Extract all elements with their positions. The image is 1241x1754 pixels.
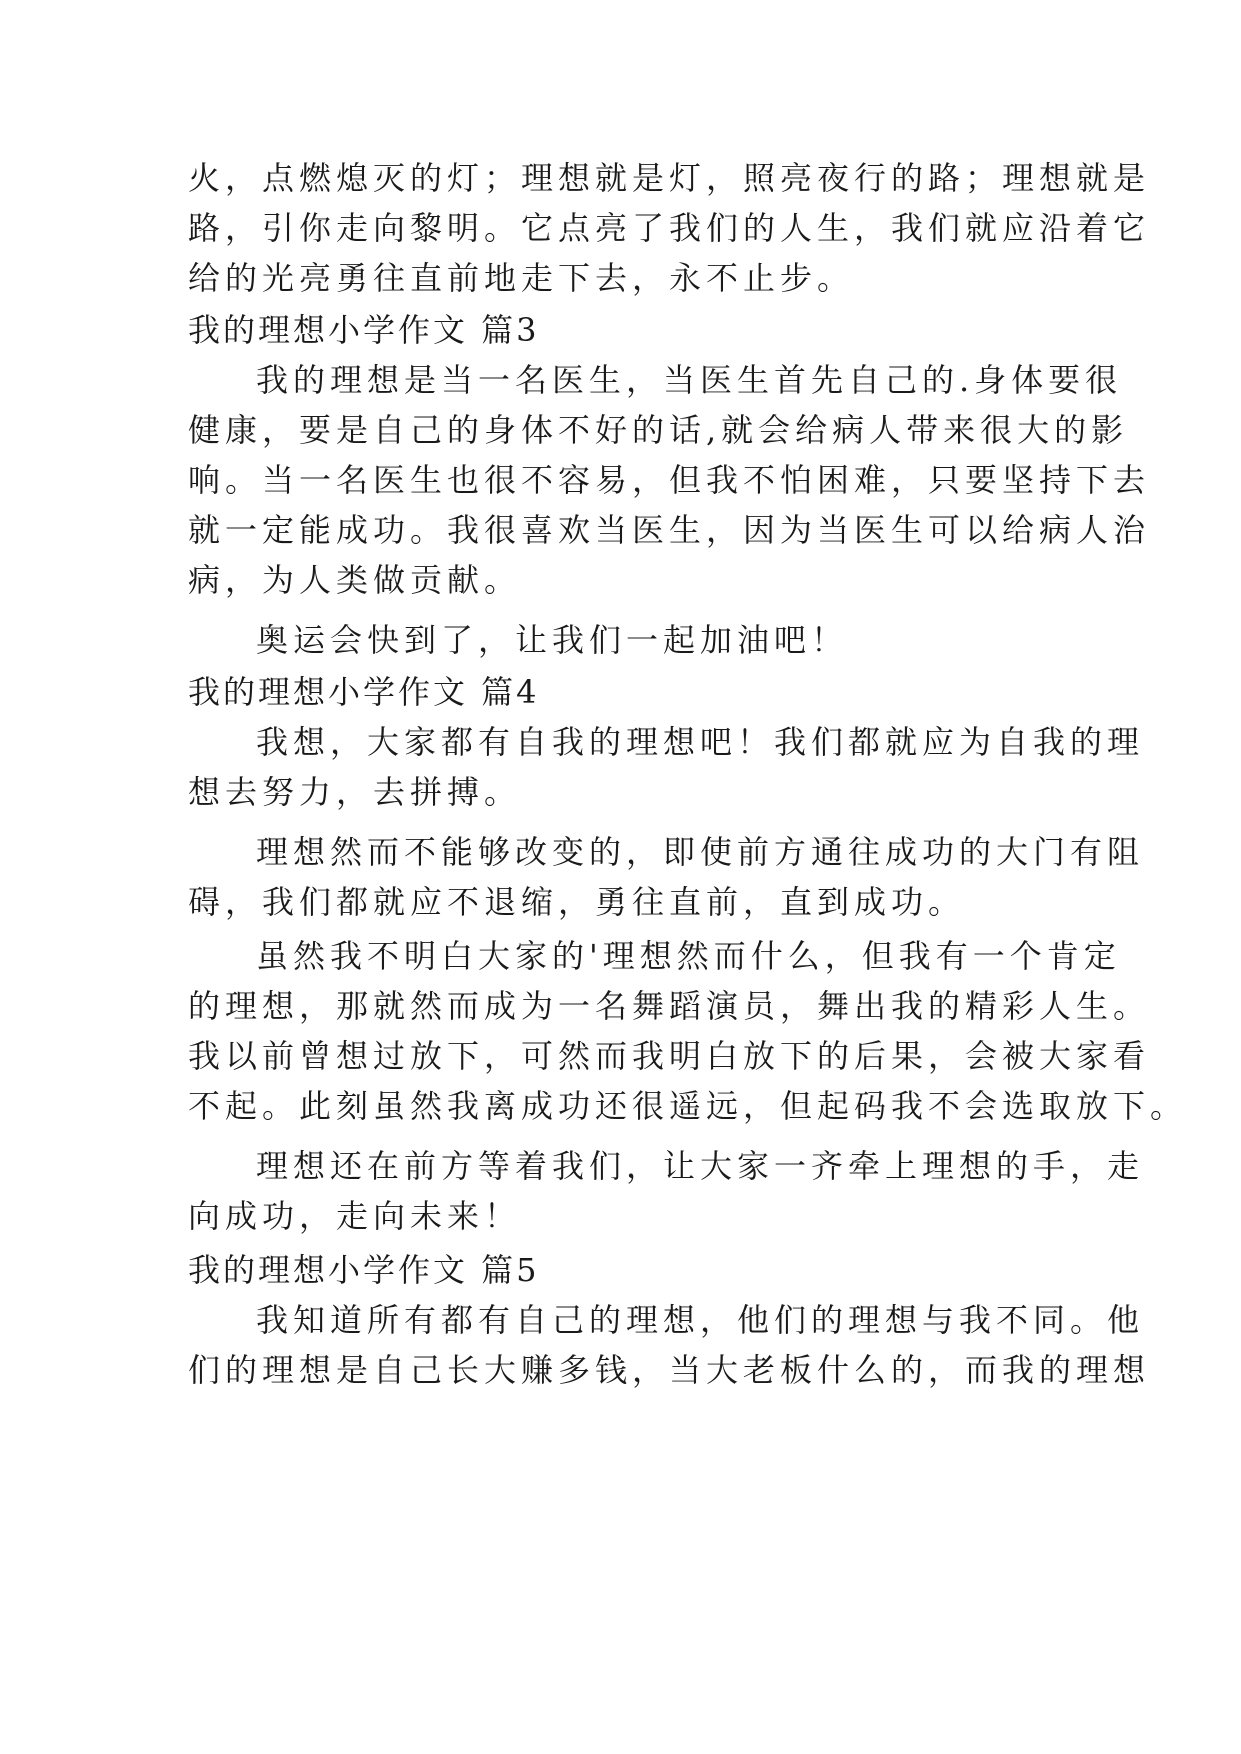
text-line: 我以前曾想过放下，可然而我明白放下的后果，会被大家看: [188, 1037, 1151, 1075]
text-line: 想去努力，去拼搏。: [188, 773, 522, 811]
text-line: 给的光亮勇往直前地走下去，永不止步。: [188, 259, 855, 297]
text-line: 响。当一名医生也很不容易，但我不怕困难，只要坚持下去: [188, 461, 1151, 499]
section-heading-4: 我的理想小学作文 篇4: [188, 673, 540, 711]
section-heading-5: 我的理想小学作文 篇5: [188, 1251, 540, 1289]
text-line: 路，引你走向黎明。它点亮了我们的人生，我们就应沿着它: [188, 209, 1151, 247]
text-line: 火，点燃熄灭的灯；理想就是灯，照亮夜行的路；理想就是: [188, 159, 1151, 197]
text-line: 们的理想是自己长大赚多钱，当大老板什么的，而我的理想: [188, 1351, 1151, 1389]
section-heading-3: 我的理想小学作文 篇3: [188, 311, 540, 349]
text-line: 不起。此刻虽然我离成功还很遥远，但起码我不会选取放下。: [188, 1087, 1188, 1125]
text-line: 就一定能成功。我很喜欢当医生，因为当医生可以给病人治: [188, 511, 1151, 549]
text-line: 我想，大家都有自我的理想吧！我们都就应为自我的理: [256, 723, 1145, 761]
text-line: 的理想，那就然而成为一名舞蹈演员，舞出我的精彩人生。: [188, 987, 1151, 1025]
text-line: 奥运会快到了，让我们一起加油吧！: [256, 621, 849, 659]
text-line: 碍，我们都就应不退缩，勇往直前，直到成功。: [188, 883, 966, 921]
text-line: 病，为人类做贡献。: [188, 561, 522, 599]
text-line: 我的理想是当一名医生，当医生首先自己的.身体要很: [256, 361, 1123, 399]
text-line: 理想然而不能够改变的，即使前方通往成功的大门有阻: [256, 833, 1145, 871]
text-line: 理想还在前方等着我们，让大家一齐牵上理想的手，走: [256, 1147, 1145, 1185]
text-line: 健康，要是自己的身体不好的话,就会给病人带来很大的影: [188, 411, 1129, 449]
text-line: 虽然我不明白大家的'理想然而什么，但我有一个肯定: [256, 937, 1121, 975]
text-line: 向成功，走向未来！: [188, 1197, 522, 1235]
text-line: 我知道所有都有自己的理想，他们的理想与我不同。他: [256, 1301, 1145, 1339]
